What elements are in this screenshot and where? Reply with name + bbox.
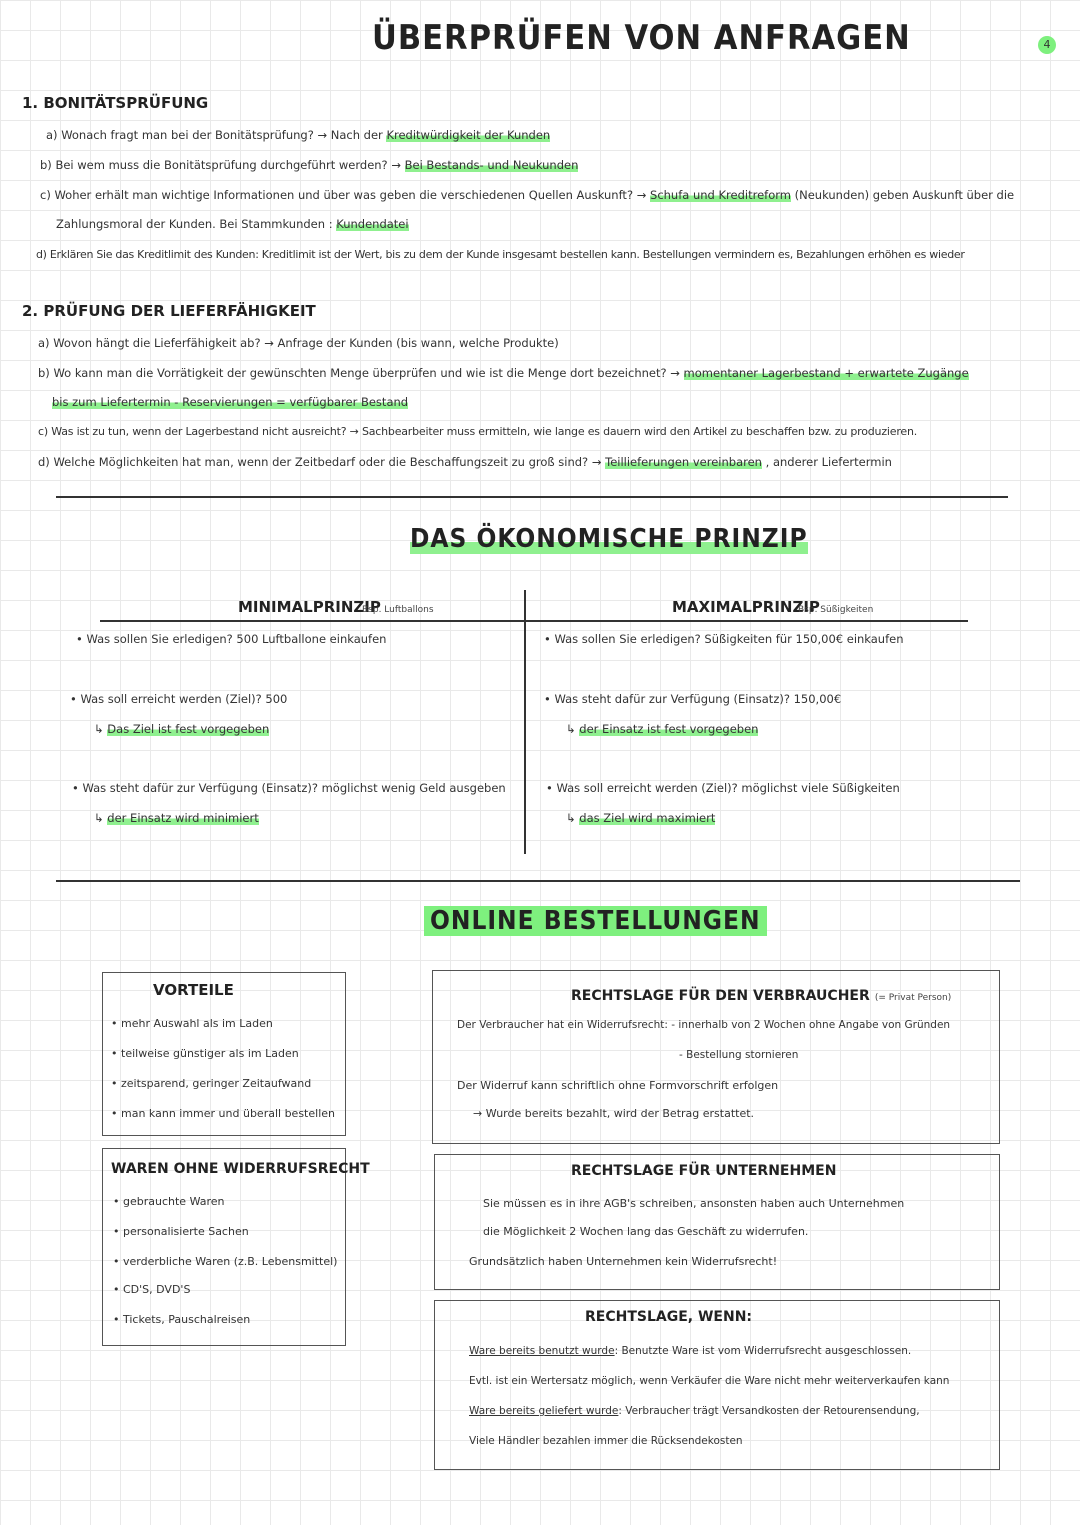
- prinzip-horizontal-divider: [100, 620, 968, 622]
- arrow-icon: →: [264, 336, 278, 350]
- bonitaet-c: [40, 188, 1014, 202]
- liefer-d-question: d) Welche Möglichkeiten hat man, wenn der Zeitbedarf oder die Beschaffungszeit zu groß sind?: [38, 455, 589, 469]
- arrow-icon: →: [591, 455, 606, 469]
- liefer-heading: 2. PRÜFUNG DER LIEFERFÄHIGKEIT: [22, 302, 316, 320]
- ohne-widerruf-box: [102, 1148, 370, 1346]
- vorteile-item-text: man kann immer und überall bestellen: [121, 1107, 335, 1120]
- arrow-icon: →: [670, 366, 684, 380]
- min-q1: • Was sollen Sie erledigen? 500 Luftballone einkaufen: [76, 632, 387, 646]
- bonitaet-b: [40, 158, 578, 172]
- liefer-b-question: b) Wo kann man die Vorrätigkeit der gewünschten Menge überprüfen und wie ist die Menge dort bezeichnet?: [38, 366, 667, 380]
- liefer-d-answer: , anderer Liefertermin: [765, 455, 892, 469]
- wenn-l3-text: : Verbraucher trägt Versandkosten der Retourensendung,: [618, 1405, 920, 1417]
- liefer-b-cont: [52, 395, 408, 409]
- verbraucher-heading: RECHTSLAGE FÜR DEN VERBRAUCHER: [571, 988, 870, 1004]
- bonitaet-a-highlight: Kreditwürdigkeit der Kunden: [386, 128, 551, 142]
- unternehmen-box: [434, 1154, 1000, 1290]
- liefer-a-question: a) Wovon hängt die Lieferfähigkeit ab?: [38, 336, 261, 350]
- unternehmen-l2: die Möglichkeit 2 Wochen lang das Geschäft zu widerrufen.: [483, 1225, 809, 1238]
- verbraucher-l1: Der Verbraucher hat ein Widerrufsrecht: - innerhalb von 2 Wochen ohne Angabe von Gründen: [457, 1019, 951, 1031]
- min-a3-text: der Einsatz wird minimiert: [107, 811, 259, 825]
- verbraucher-note: (= Privat Person): [874, 993, 952, 1003]
- bonitaet-a-answer: Nach der: [330, 128, 383, 142]
- list-item: • gebrauchte Waren: [113, 1195, 225, 1208]
- verbraucher-l4: → Wurde bereits bezahlt, wird der Betrag erstattet.: [473, 1107, 755, 1120]
- max-q3: • Was soll erreicht werden (Ziel)? möglichst viele Süßigkeiten: [546, 781, 900, 795]
- liefer-c-question: c) Was ist zu tun, wenn der Lagerbestand nicht ausreicht?: [38, 425, 347, 438]
- bonitaet-a-question: a) Wonach fragt man bei der Bonitätsprüfung?: [46, 128, 314, 142]
- max-q2: • Was steht dafür zur Verfügung (Einsatz)? 150,00€: [544, 692, 842, 706]
- unternehmen-l3: Grundsätzlich haben Unternehmen kein Widerrufsrecht!: [469, 1255, 778, 1268]
- verbraucher-heading-row: [571, 985, 951, 1004]
- wenn-l1-text: : Benutzte Ware ist vom Widerrufsrecht ausgeschlossen.: [614, 1345, 912, 1357]
- max-heading: MAXIMALPRINZIP: [672, 598, 820, 616]
- liefer-d: [38, 455, 892, 469]
- liefer-a: [38, 336, 559, 350]
- min-q3-text: Was steht dafür zur Verfügung (Einsatz)? möglichst wenig Geld ausgeben: [82, 781, 506, 795]
- bonitaet-c-question: c) Woher erhält man wichtige Informationen und über was geben die verschiedenen Quellen Auskunft?: [40, 188, 634, 202]
- wenn-l1: [469, 1345, 911, 1357]
- wenn-l2: Evtl. ist ein Wertersatz möglich, wenn Verkäufer die Ware nicht mehr weiterverkaufen kann: [469, 1375, 950, 1387]
- ohne-item-text: gebrauchte Waren: [123, 1195, 225, 1208]
- ohne-item-text: CD'S, DVD'S: [123, 1283, 191, 1296]
- bonitaet-b-question: b) Bei wem muss die Bonitätsprüfung durchgeführt werden?: [40, 158, 388, 172]
- verbraucher-box: [432, 970, 1000, 1144]
- liefer-a-answer: Anfrage der Kunden (bis wann, welche Produkte): [277, 336, 559, 350]
- liefer-b-continuation: bis zum Liefertermin - Reservierungen = verfügbarer Bestand: [52, 395, 409, 409]
- max-example: Bsp. Süßigkeiten: [798, 605, 874, 615]
- vorteile-item-text: mehr Auswahl als im Laden: [121, 1017, 273, 1030]
- bonitaet-b-highlight: Bei Bestands- und Neukunden: [404, 158, 579, 172]
- bonitaet-c-highlight: Schufa und Kreditreform: [650, 188, 791, 202]
- min-a2: ↳ Das Ziel ist fest vorgegeben: [94, 722, 270, 736]
- arrow-icon: →: [349, 425, 362, 438]
- min-example: Bsp. Luftballons: [362, 605, 434, 615]
- bonitaet-c-answer: (Neukunden) geben Auskunft über die: [794, 188, 1015, 202]
- list-item: • personalisierte Sachen: [113, 1225, 249, 1238]
- liefer-d-highlight: Teillieferungen vereinbaren: [605, 455, 762, 469]
- ohne-item-text: personalisierte Sachen: [123, 1225, 249, 1238]
- max-q1-text: Was sollen Sie erledigen? Süßigkeiten für 150,00€ einkaufen: [554, 632, 904, 646]
- page-number: 4: [1038, 36, 1056, 54]
- vorteile-box: [102, 972, 346, 1136]
- list-item: • verderbliche Waren (z.B. Lebensmittel): [113, 1255, 338, 1268]
- max-q2-text: Was steht dafür zur Verfügung (Einsatz)? 150,00€: [554, 692, 842, 706]
- page-title: ÜBERPRÜFEN VON ANFRAGEN: [372, 18, 911, 58]
- list-item: • Tickets, Pauschalreisen: [113, 1313, 251, 1326]
- max-q1: • Was sollen Sie erledigen? Süßigkeiten für 150,00€ einkaufen: [544, 632, 904, 646]
- section-divider: [56, 880, 1020, 882]
- wenn-l4: Viele Händler bezahlen immer die Rücksendekosten: [469, 1435, 743, 1447]
- wenn-l3: [469, 1405, 920, 1417]
- list-item: • CD'S, DVD'S: [113, 1283, 191, 1296]
- vorteile-heading: VORTEILE: [153, 981, 234, 999]
- arrow-icon: →: [317, 128, 331, 142]
- list-item: • teilweise günstiger als im Laden: [111, 1047, 299, 1060]
- liefer-c-answer: Sachbearbeiter muss ermitteln, wie lange es dauern wird den Artikel zu beschaffen bzw. zu produzieren.: [361, 425, 918, 438]
- prinzip-vertical-divider: [524, 590, 526, 854]
- bonitaet-c-continuation: Zahlungsmoral der Kunden. Bei Stammkunden :: [56, 217, 333, 231]
- arrow-icon: →: [391, 158, 405, 172]
- verbraucher-l4-text: Wurde bereits bezahlt, wird der Betrag erstattet.: [485, 1107, 755, 1120]
- ohne-item-text: verderbliche Waren (z.B. Lebensmittel): [123, 1255, 338, 1268]
- max-a3: ↳ das Ziel wird maximiert: [566, 811, 716, 825]
- wenn-l1-highlight: Ware bereits benutzt wurde: [469, 1345, 615, 1357]
- max-q3-text: Was soll erreicht werden (Ziel)? möglichst viele Süßigkeiten: [556, 781, 900, 795]
- max-a2: ↳ der Einsatz ist fest vorgegeben: [566, 722, 759, 736]
- wenn-heading: RECHTSLAGE, WENN:: [585, 1309, 753, 1325]
- min-q3: • Was steht dafür zur Verfügung (Einsatz)? möglichst wenig Geld ausgeben: [72, 781, 506, 795]
- unternehmen-l1: Sie müssen es in ihre AGB's schreiben, ansonsten haben auch Unternehmen: [483, 1197, 905, 1210]
- section-divider: [56, 496, 1008, 498]
- wenn-box: [434, 1300, 1000, 1470]
- max-a3-text: das Ziel wird maximiert: [579, 811, 716, 825]
- vorteile-item-text: teilweise günstiger als im Laden: [121, 1047, 299, 1060]
- bonitaet-heading: 1. BONITÄTSPRÜFUNG: [22, 94, 209, 112]
- liefer-c: [38, 425, 917, 438]
- vorteile-item-text: zeitsparend, geringer Zeitaufwand: [121, 1077, 312, 1090]
- wenn-l3-highlight: Ware bereits geliefert wurde: [469, 1405, 619, 1417]
- min-q1-text: Was sollen Sie erledigen? 500 Luftballone einkaufen: [86, 632, 387, 646]
- min-heading: MINIMALPRINZIP: [238, 598, 381, 616]
- list-item: • mehr Auswahl als im Laden: [111, 1017, 273, 1030]
- ohne-heading: WAREN OHNE WIDERRUFSRECHT: [111, 1161, 370, 1177]
- min-a3: ↳ der Einsatz wird minimiert: [94, 811, 259, 825]
- max-a2-text: der Einsatz ist fest vorgegeben: [579, 722, 759, 736]
- list-item: • man kann immer und überall bestellen: [111, 1107, 335, 1120]
- bonitaet-a: [46, 128, 550, 142]
- arrow-icon: →: [636, 188, 651, 202]
- liefer-b-highlight: momentaner Lagerbestand + erwartete Zugänge: [683, 366, 969, 380]
- list-item: • zeitsparend, geringer Zeitaufwand: [111, 1077, 312, 1090]
- min-a2-text: Das Ziel ist fest vorgegeben: [107, 722, 270, 736]
- ohne-item-text: Tickets, Pauschalreisen: [123, 1313, 251, 1326]
- verbraucher-l3: Der Widerruf kann schriftlich ohne Formvorschrift erfolgen: [457, 1079, 779, 1092]
- min-q2: • Was soll erreicht werden (Ziel)? 500: [70, 692, 288, 706]
- bonitaet-c-cont: [56, 217, 409, 231]
- liefer-b: [38, 366, 969, 380]
- min-q2-text: Was soll erreicht werden (Ziel)? 500: [80, 692, 288, 706]
- bonitaet-c-highlight2: Kundendatei: [336, 217, 409, 231]
- online-title: ONLINE BESTELLUNGEN: [424, 906, 767, 936]
- bonitaet-d: d) Erklären Sie das Kreditlimit des Kunden: Kreditlimit ist der Wert, bis zu dem der Kunde insgesamt bestellen kann. Bestellungen vermindern es, Bezahlungen erhöhen es wieder: [36, 248, 965, 261]
- prinzip-title: DAS ÖKONOMISCHE PRINZIP: [410, 524, 808, 554]
- unternehmen-heading: RECHTSLAGE FÜR UNTERNEHMEN: [571, 1163, 837, 1179]
- verbraucher-l2: - Bestellung stornieren: [679, 1049, 799, 1061]
